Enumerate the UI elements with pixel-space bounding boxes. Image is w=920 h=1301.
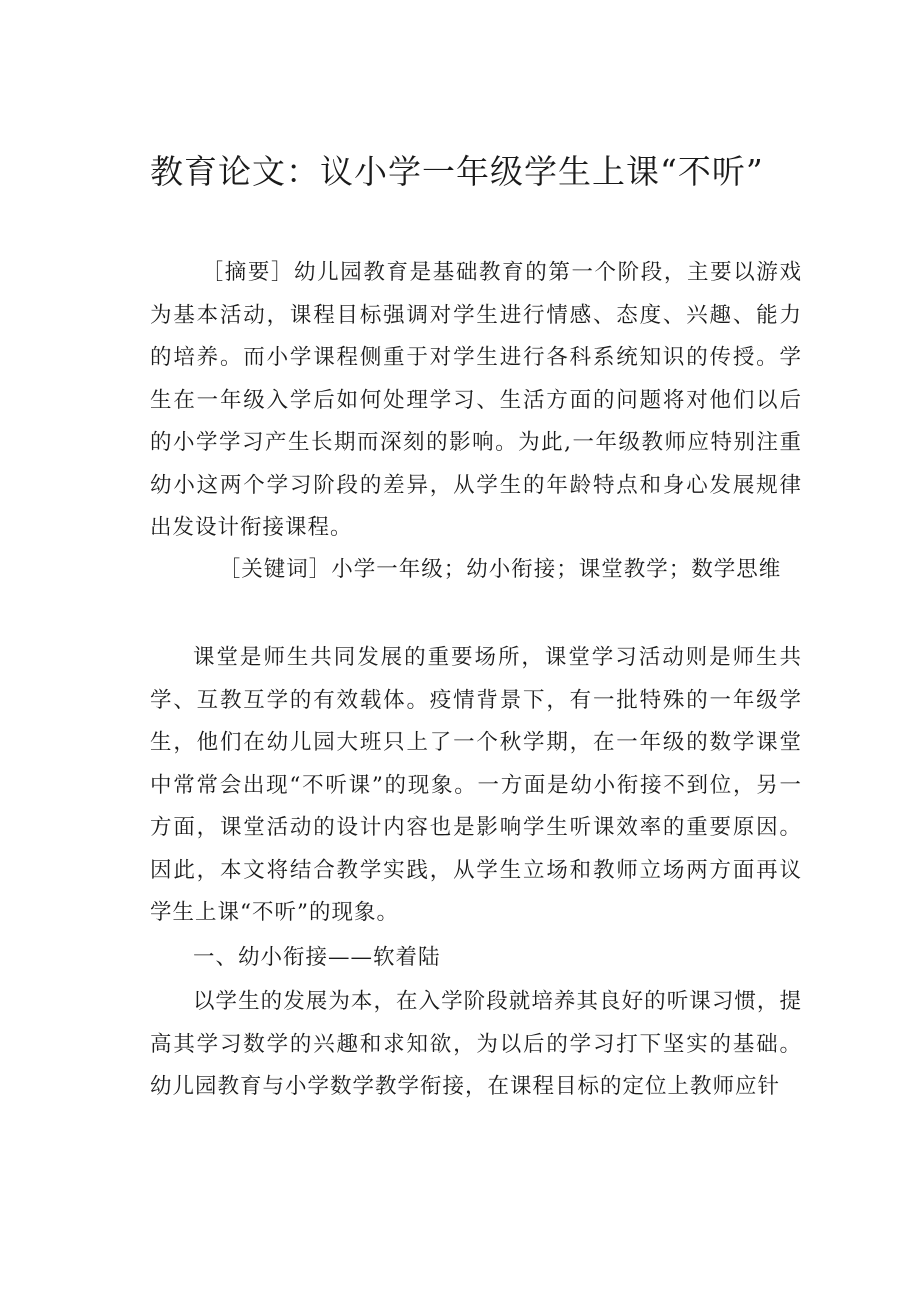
document-title: 教育论文：议小学一年级学生上课“不听”	[150, 152, 764, 191]
keywords-line: ［关键词］小学一年级；幼小衔接；课堂教学；数学思维	[218, 557, 782, 582]
section-body-paragraph: 以学生的发展为本，在入学阶段就培养其良好的听课习惯，提高其学习数学的兴趣和求知欲，为以后的学习打下坚实的基础。幼儿园教育与小学数学教学衔接，在课程目标的定位上教师应针	[150, 989, 802, 1099]
intro-paragraph: 课堂是师生共同发展的重要场所，课堂学习活动则是师生共学、互教互学的有效载体。疫情背景下，有一批特殊的一年级学生，他们在幼儿园大班只上了一个秋学期，在一年级的数学课堂中常常会出现“不听课”的现象。一方面是幼小衔接不到位，另一方面，课堂活动的设计内容也是影响学生听课效率的重要原因。因此，本文将结合教学实践，从学生立场和教师立场两方面再议学生上课“不听”的现象。	[150, 645, 802, 925]
section-heading: 一、幼小衔接——软着陆	[193, 945, 441, 970]
abstract-paragraph: ［摘要］幼儿园教育是基础教育的第一个阶段，主要以游戏为基本活动，课程目标强调对学生进行情感、态度、兴趣、能力的培养。而小学课程侧重于对学生进行各科系统知识的传授。学生在一年级入学后如何处理学习、生活方面的问题将对他们以后的小学学习产生长期而深刻的影响。为此,一年级教师应特别注重幼小这两个学习阶段的差异，从学生的年龄特点和身心发展规律出发设计衔接课程。	[150, 260, 802, 540]
